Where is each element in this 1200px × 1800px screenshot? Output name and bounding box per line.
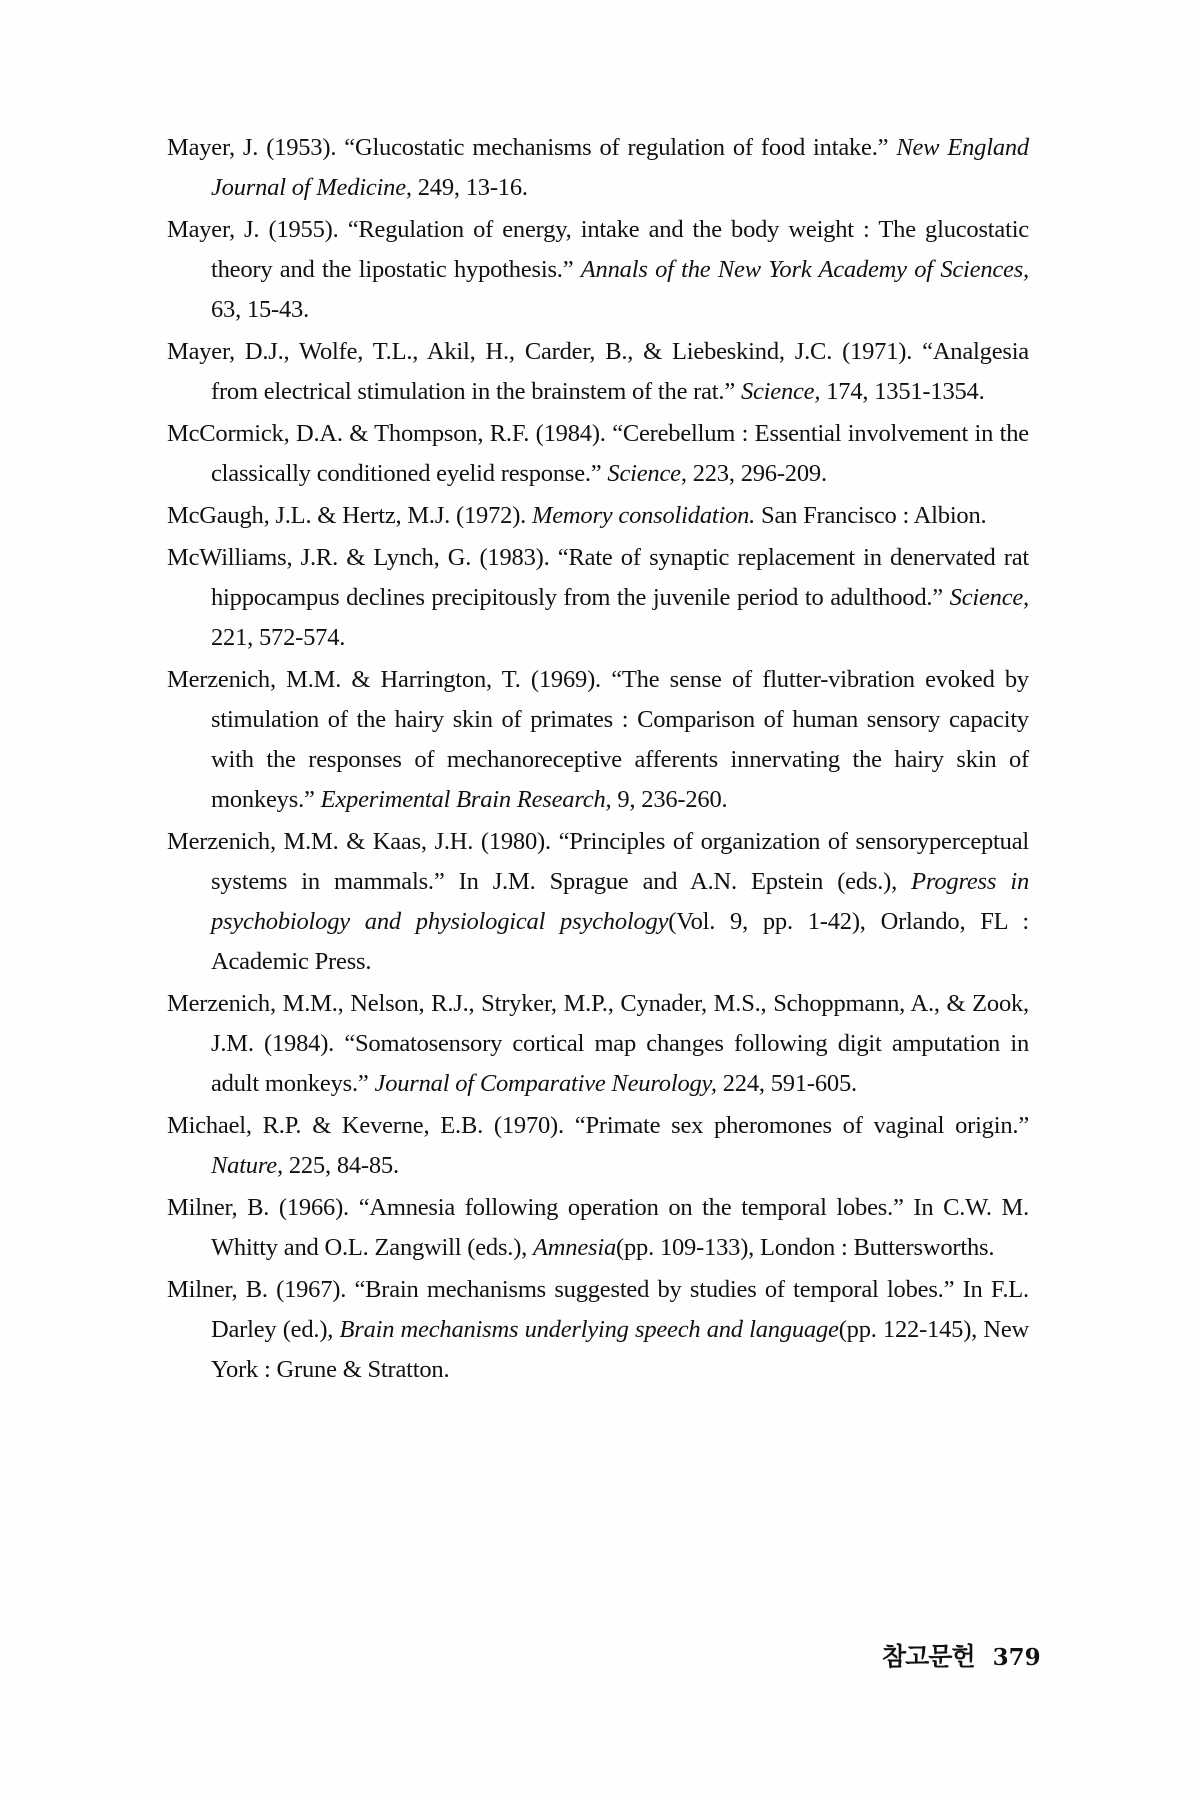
ref-details: (pp. 122-145), New York : Grune & Stratton. (211, 1316, 1029, 1383)
ref-authors: Merzenich, M.M. & Kaas, J.H. (167, 828, 474, 855)
ref-source: Progress in psychobiology and physiological psychology (211, 868, 1029, 935)
reference-entry (167, 984, 1029, 1104)
reference-entry (167, 496, 1029, 536)
ref-year: (1971). (842, 338, 913, 365)
ref-year: (1970). (493, 1112, 564, 1139)
ref-authors: McGaugh, J.L. & Hertz, M.J. (167, 502, 451, 529)
ref-title: “Rate of synaptic replacement in denervated rat hippocampus declines precipitously from the juvenile period to adulthood.” (211, 544, 1029, 611)
ref-authors: Merzenich, M.M., Nelson, R.J., Stryker, M.P., Cynader, M.S., Schoppmann, A., & Zook, J.M. (167, 990, 1029, 1057)
reference-entry (167, 660, 1029, 820)
ref-source: Amnesia (533, 1234, 617, 1261)
section-label: 참고문헌 (882, 1642, 975, 1671)
ref-source: Science, (607, 460, 687, 487)
ref-authors: Michael, R.P. & Keverne, E.B. (167, 1112, 484, 1139)
ref-authors: Milner, B. (167, 1194, 270, 1221)
ref-year: (1967). (276, 1276, 347, 1303)
reference-entry (167, 1270, 1029, 1390)
reference-list (167, 128, 1029, 1392)
ref-source: Nature, (211, 1152, 283, 1179)
ref-details: San Francisco : Albion. (761, 502, 987, 529)
ref-details: 223, 296-209. (692, 460, 827, 487)
ref-year: (1984). (264, 1030, 335, 1057)
ref-title: “Glucostatic mechanisms of regulation of food intake.” (344, 134, 889, 161)
page-footer (882, 1637, 1041, 1673)
reference-entry (167, 128, 1029, 208)
ref-details: (pp. 109-133), London : Buttersworths. (616, 1234, 995, 1261)
ref-details: 221, 572-574. (211, 624, 346, 651)
ref-source: Experimental Brain Research, (320, 786, 612, 813)
ref-details: 225, 84-85. (288, 1152, 399, 1179)
ref-details: 224, 591-605. (722, 1070, 857, 1097)
ref-authors: McCormick, D.A. & Thompson, R.F. (167, 420, 530, 447)
ref-source: New England Journal of Medicine, (211, 134, 1029, 201)
ref-title: “Cerebellum : Essential involvement in the classically conditioned eyelid response.” (211, 420, 1029, 487)
page-number: 379 (992, 1644, 1041, 1671)
ref-year: (1953). (266, 134, 337, 161)
ref-details: 174, 1351-1354. (826, 378, 985, 405)
reference-entry (167, 1188, 1029, 1268)
ref-source: Annals of the New York Academy of Sciences, (580, 256, 1029, 283)
ref-details: 249, 13-16. (417, 174, 528, 201)
ref-authors: Mayer, J. (167, 216, 260, 243)
reference-entry (167, 822, 1029, 982)
ref-source: Science, (740, 378, 821, 405)
ref-source: Science, (949, 584, 1029, 611)
ref-authors: McWilliams, J.R. & Lynch, G. (167, 544, 472, 571)
ref-title: “Primate sex pheromones of vaginal origin.” (574, 1112, 1029, 1139)
ref-year: (1972). (456, 502, 527, 529)
ref-source: Memory consolidation. (532, 502, 756, 529)
ref-title: “Regulation of energy, intake and the body weight : The glucostatic theory and the lipostatic hypothesis.” (211, 216, 1029, 283)
reference-entry (167, 538, 1029, 658)
reference-entry (167, 414, 1029, 494)
ref-year: (1980). (480, 828, 551, 855)
ref-title: “Analgesia from electrical stimulation in the brainstem of the rat.” (211, 338, 1029, 405)
ref-details: 9, 236-260. (617, 786, 728, 813)
ref-title: “Somatosensory cortical map changes following digit amputation in adult monkeys.” (211, 1030, 1029, 1097)
ref-title: “The sense of flutter-vibration evoked by stimulation of the hairy skin of primates : Comparison of human sensory capacity with the responses of mechanoreceptive afferents innervating the hairy skin of monkeys.” (211, 666, 1029, 813)
ref-year: (1955). (268, 216, 339, 243)
ref-year: (1966). (278, 1194, 349, 1221)
ref-title: “Principles of organization of sensoryperceptual systems in mammals.” In J.M. Sprague and A.N. Epstein (eds.), (211, 828, 1029, 895)
ref-authors: Merzenich, M.M. & Harrington, T. (167, 666, 521, 693)
reference-entry (167, 210, 1029, 330)
ref-details: 63, 15-43. (211, 296, 310, 323)
ref-authors: Milner, B. (167, 1276, 268, 1303)
ref-details: (Vol. 9, pp. 1-42), Orlando, FL : Academic Press. (211, 908, 1029, 975)
reference-entry (167, 1106, 1029, 1186)
ref-title: “Brain mechanisms suggested by studies of temporal lobes.” In F.L. Darley (ed.), (211, 1276, 1029, 1343)
ref-title: “Amnesia following operation on the temporal lobes.” In C.W. M. Whitty and O.L. Zangwill (eds.), (211, 1194, 1029, 1261)
ref-authors: Mayer, J. (167, 134, 259, 161)
ref-year: (1969). (530, 666, 601, 693)
ref-source: Brain mechanisms underlying speech and language (339, 1316, 839, 1343)
ref-year: (1984). (535, 420, 606, 447)
ref-source: Journal of Comparative Neurology, (374, 1070, 717, 1097)
reference-entry (167, 332, 1029, 412)
ref-year: (1983). (479, 544, 550, 571)
ref-authors: Mayer, D.J., Wolfe, T.L., Akil, H., Carder, B., & Liebeskind, J.C. (167, 338, 833, 365)
